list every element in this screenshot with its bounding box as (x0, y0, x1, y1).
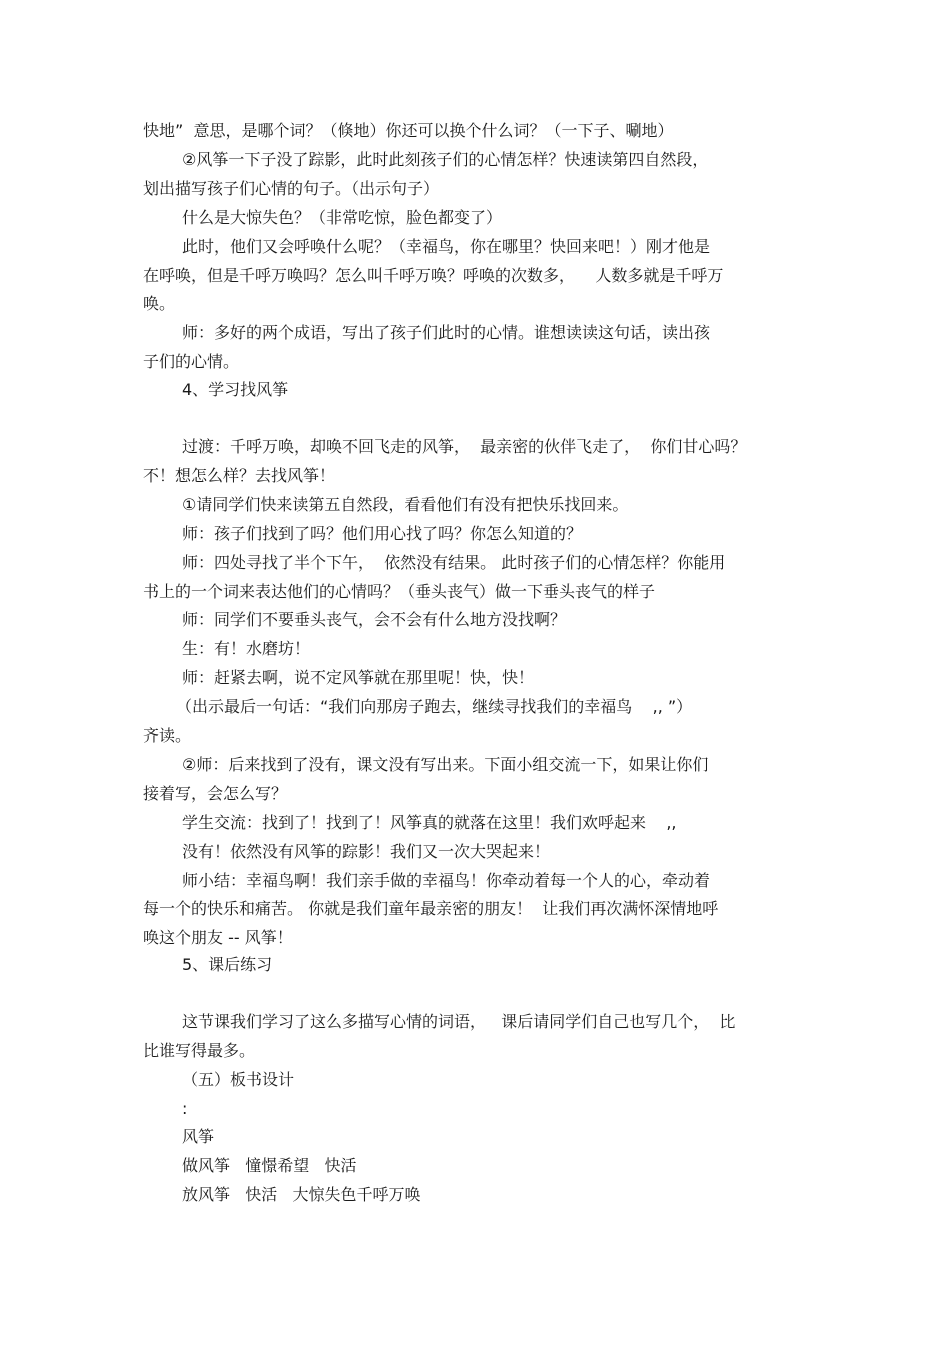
text-line: 快地” 意思，是哪个词？（倏地）你还可以换个什么词？（一下子、唰地） (143, 121, 674, 140)
text-line: 此时，他们又会呼唤什么呢？（幸福鸟，你在哪里？快回来吧！）刚才他是 (182, 237, 711, 256)
text-line: 不！想怎么样？去找风筝！ (143, 466, 336, 485)
text-line: 学生交流：找到了！找到了！风筝真的就落在这里！我们欢呼起来 ,, (182, 813, 677, 832)
text-line: 师小结：幸福鸟啊！我们亲手做的幸福鸟！你牵动着每一个人的心，牵动着 (182, 871, 711, 890)
text-line: 师：同学们不要垂头丧气，会不会有什么地方没找啊？ (182, 610, 567, 629)
text-line: ②风筝一下子没了踪影，此时此刻孩子们的心情怎样？快速读第四自然段， (182, 150, 709, 169)
text-line: ②师：后来找到了没有，课文没有写出来。下面小组交流一下，如果让你们 (182, 755, 709, 774)
text-line: 每一个的快乐和痛苦。 你就是我们童年最亲密的朋友！ 让我们再次满怀深情地呼 (143, 899, 719, 918)
text-line: 子们的心情。 (143, 352, 240, 371)
board-row: 做风筝 憧憬希望 快活 (182, 1156, 357, 1175)
text-line: 唤。 (143, 294, 176, 313)
text-line: 书上的一个词来表达他们的心情吗？（垂头丧气）做一下垂头丧气的样子 (143, 582, 656, 601)
text-line: 接着写，会怎么写？ (143, 784, 288, 803)
text-line: ①请同学们快来读第五自然段，看看他们有没有把快乐找回来。 (182, 495, 629, 514)
board-row: 放风筝 快活 大惊失色千呼万唤 (182, 1185, 421, 1204)
text-line: 唤这个朋友 -- 风筝！ (143, 928, 293, 947)
section-heading: （五）板书设计 (182, 1070, 295, 1089)
text-line: 过渡：千呼万唤，却唤不回飞走的风筝， 最亲密的伙伴飞走了， 你们甘心吗？ (182, 437, 747, 456)
text-line: 比谁写得最多。 (143, 1041, 256, 1060)
text-line: 在呼唤，但是千呼万唤吗？怎么叫千呼万唤？呼唤的次数多， 人数多就是千呼万 (143, 266, 724, 285)
text-line: 师：四处寻找了半个下午， 依然没有结果。 此时孩子们的心情怎样？你能用 (182, 553, 726, 572)
text-line: 师：赶紧去啊，说不定风筝就在那里呢！快，快！ (182, 668, 535, 687)
section-heading: 5、课后练习 (182, 955, 273, 974)
text-line: 什么是大惊失色？（非常吃惊，脸色都变了） (182, 208, 503, 227)
section-heading: 4、学习找风筝 (182, 380, 289, 399)
text-line: 划出描写孩子们心情的句子。（出示句子） (143, 179, 440, 198)
text-line: : (182, 1099, 188, 1118)
text-line: 齐读。 (143, 726, 192, 745)
text-line: 生：有！水磨坊！ (182, 639, 311, 658)
text-line: （出示最后一句话：“我们向那房子跑去，继续寻找我们的幸福鸟 ,, ”） (176, 697, 693, 716)
board-title: 风筝 (182, 1127, 215, 1146)
text-line: 没有！依然没有风筝的踪影！我们又一次大哭起来！ (182, 842, 551, 861)
text-line: 师：孩子们找到了吗？他们用心找了吗？你怎么知道的？ (182, 524, 583, 543)
text-line: 师：多好的两个成语，写出了孩子们此时的心情。谁想读读这句话，读出孩 (182, 323, 711, 342)
text-line: 这节课我们学习了这么多描写心情的词语， 课后请同学们自己也写几个， 比 (182, 1012, 736, 1031)
